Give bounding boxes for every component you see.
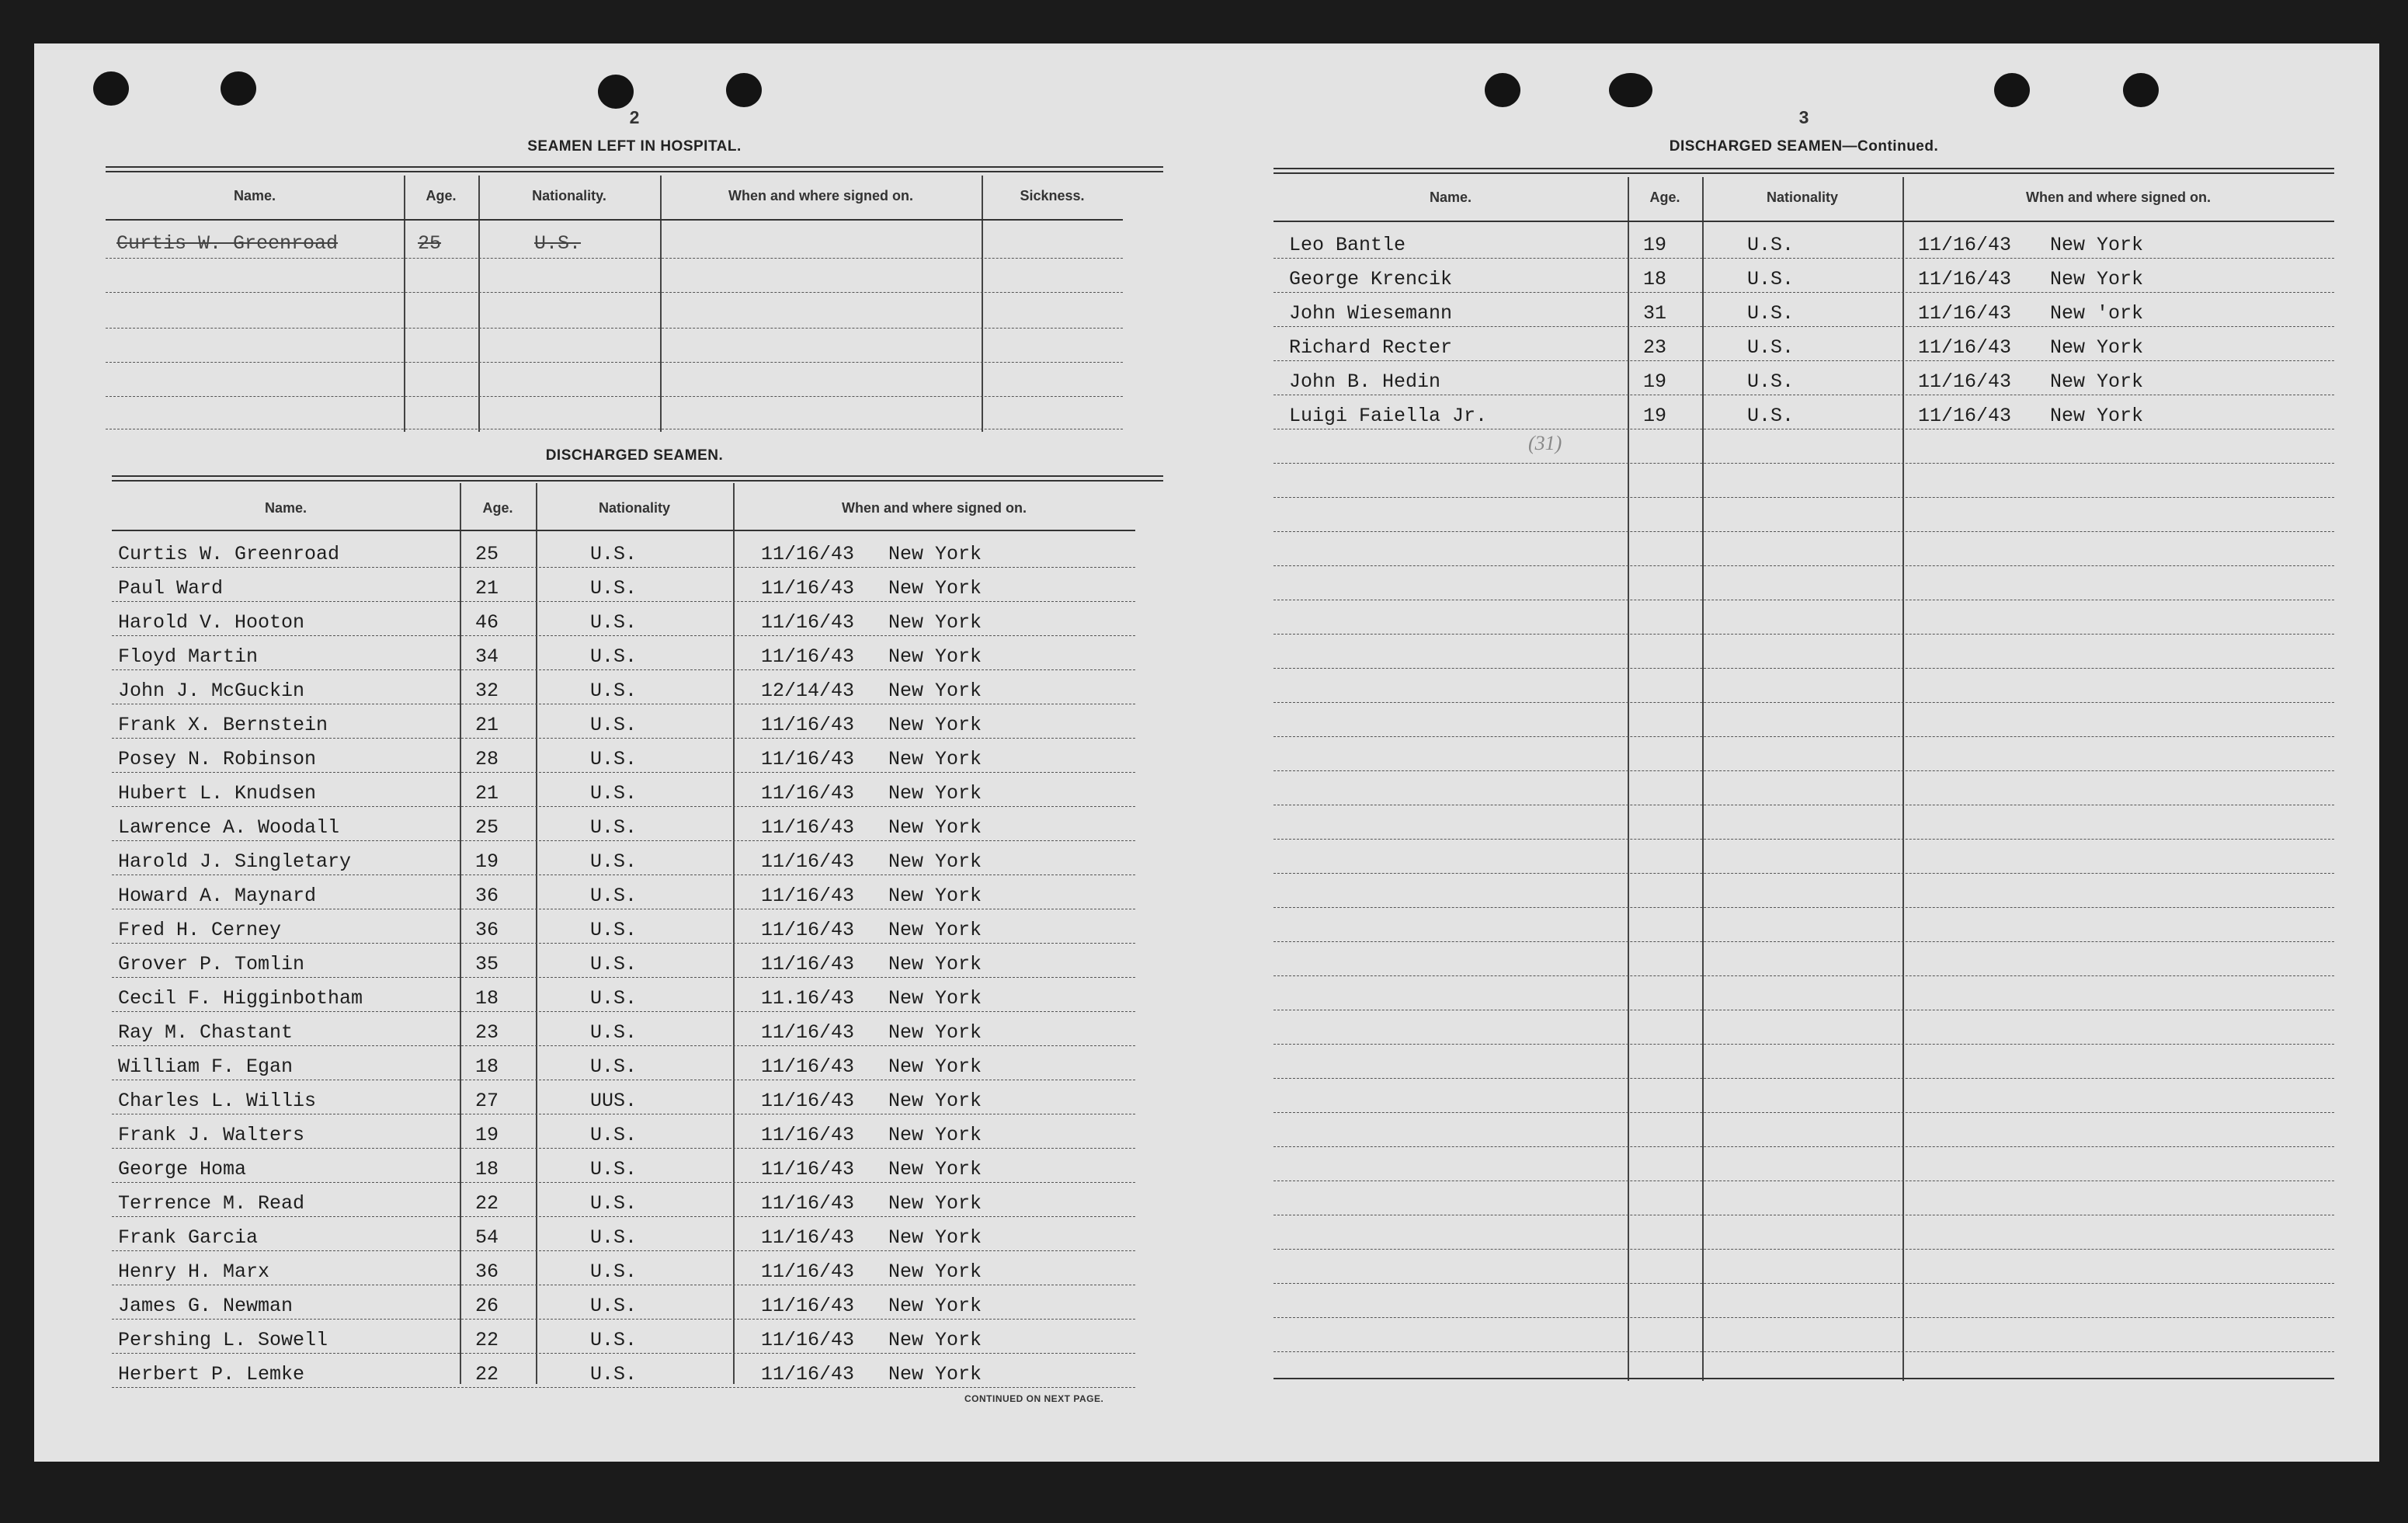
table-row — [112, 738, 1135, 772]
rule — [1273, 168, 2334, 169]
date-cell: 11/16/43 — [761, 748, 855, 770]
place-cell: New York — [2050, 370, 2144, 393]
date-cell: 11/16/43 — [761, 1192, 855, 1215]
date-cell: 11/16/43 — [1918, 302, 2012, 325]
age-cell: 25 — [475, 816, 499, 839]
name-cell: George Homa — [118, 1158, 247, 1180]
nationality-cell: U.S. — [590, 1329, 638, 1351]
place-cell: New York — [888, 850, 982, 873]
rule — [112, 480, 1163, 482]
date-cell: 11/16/43 — [761, 1124, 855, 1146]
place-cell: New York — [888, 714, 982, 736]
col-header-nationality: Nationality — [1766, 190, 1838, 205]
discharged-table — [112, 483, 1135, 1384]
age-cell: 27 — [475, 1090, 499, 1112]
date-cell: 11/16/43 — [761, 577, 855, 600]
table-row — [112, 909, 1135, 943]
nationality-cell: U.S. — [1747, 405, 1795, 427]
table-row — [112, 1216, 1135, 1250]
age-cell: 54 — [475, 1226, 499, 1249]
name-cell: Posey N. Robinson — [118, 748, 317, 770]
place-cell: New York — [888, 748, 982, 770]
place-cell: New York — [888, 1090, 982, 1112]
nationality-cell: U.S. — [590, 1226, 638, 1249]
col-header-name: Name. — [264, 500, 308, 516]
nationality-cell: U.S. — [590, 1295, 638, 1317]
nationality-cell: U.S. — [590, 850, 638, 873]
age-cell: 21 — [475, 577, 499, 600]
place-cell: New York — [888, 1192, 982, 1215]
col-header-age: Age. — [1649, 190, 1680, 205]
age-cell: 25 — [418, 232, 442, 255]
age-cell: 34 — [475, 645, 499, 668]
place-cell: New York — [888, 1295, 982, 1317]
place-cell: New York — [888, 1158, 982, 1180]
date-cell: 11/16/43 — [761, 1260, 855, 1283]
date-cell: 11/16/43 — [761, 714, 855, 736]
nationality-cell: U.S. — [590, 1363, 638, 1386]
place-cell: New York — [888, 987, 982, 1010]
place-cell: New York — [888, 919, 982, 941]
nationality-cell: U.S. — [590, 611, 638, 634]
nationality-cell: U.S. — [590, 577, 638, 600]
age-cell: 19 — [475, 1124, 499, 1146]
age-cell: 18 — [475, 1158, 499, 1180]
place-cell: New York — [2050, 405, 2144, 427]
date-cell: 11/16/43 — [761, 919, 855, 941]
table-row — [112, 1148, 1135, 1182]
date-cell: 11/16/43 — [761, 1329, 855, 1351]
name-cell: Floyd Martin — [118, 645, 259, 668]
name-cell: Richard Recter — [1289, 336, 1453, 359]
date-cell: 11/16/43 — [761, 1363, 855, 1386]
name-cell: James G. Newman — [118, 1295, 294, 1317]
table-row — [112, 601, 1135, 635]
nationality-cell: U.S. — [1747, 268, 1795, 290]
col-header-nationality: Nationality — [598, 500, 670, 516]
nationality-cell: U.S. — [590, 543, 638, 565]
age-cell: 26 — [475, 1295, 499, 1317]
age-cell: 46 — [475, 611, 499, 634]
name-cell: John J. McGuckin — [118, 680, 305, 702]
date-cell: 11/16/43 — [761, 611, 855, 634]
nationality-cell: U.S. — [1747, 234, 1795, 256]
place-cell: New York — [2050, 336, 2144, 359]
name-cell: Herbert P. Lemke — [118, 1363, 305, 1386]
name-cell: Frank X. Bernstein — [118, 714, 328, 736]
table-row — [112, 875, 1135, 909]
age-cell: 23 — [1643, 336, 1667, 359]
table-row — [112, 840, 1135, 875]
age-cell: 22 — [475, 1363, 499, 1386]
table-row — [112, 533, 1135, 567]
date-cell: 11/16/43 — [1918, 370, 2012, 393]
nationality-cell: U.S. — [590, 987, 638, 1010]
age-cell: 19 — [1643, 234, 1667, 256]
name-cell: Luigi Faiella Jr. — [1289, 405, 1488, 427]
nationality-cell: U.S. — [534, 232, 582, 255]
date-cell: 11/16/43 — [761, 816, 855, 839]
discharged-continued-title: DISCHARGED SEAMEN—Continued. — [1669, 138, 1939, 155]
age-cell: 19 — [1643, 370, 1667, 393]
nationality-cell: U.S. — [590, 1055, 638, 1078]
age-cell: 32 — [475, 680, 499, 702]
place-cell: New York — [888, 1124, 982, 1146]
place-cell: New York — [888, 680, 982, 702]
col-header-age: Age. — [426, 188, 457, 203]
age-cell: 18 — [475, 987, 499, 1010]
table-row — [1273, 258, 2334, 292]
age-cell: 35 — [475, 953, 499, 975]
age-cell: 21 — [475, 782, 499, 805]
place-cell: New York — [888, 1260, 982, 1283]
nationality-cell: U.S. — [1747, 302, 1795, 325]
name-cell: Grover P. Tomlin — [118, 953, 305, 975]
name-cell: Cecil F. Higginbotham — [118, 987, 363, 1010]
name-cell: Pershing L. Sowell — [118, 1329, 328, 1351]
col-header-name: Name. — [1429, 190, 1472, 205]
nationality-cell: U.S. — [590, 1192, 638, 1215]
age-cell: 36 — [475, 885, 499, 907]
date-cell: 11/16/43 — [761, 1158, 855, 1180]
table-row — [112, 1285, 1135, 1319]
name-cell: William F. Egan — [118, 1055, 294, 1078]
age-cell: 36 — [475, 919, 499, 941]
table-row — [112, 1045, 1135, 1080]
place-cell: New York — [888, 1329, 982, 1351]
age-cell: 25 — [475, 543, 499, 565]
name-cell: Howard A. Maynard — [118, 885, 317, 907]
table-row — [112, 635, 1135, 669]
age-cell: 31 — [1643, 302, 1667, 325]
date-cell: 11/16/43 — [761, 543, 855, 565]
age-cell: 23 — [475, 1021, 499, 1044]
nationality-cell: U.S. — [590, 919, 638, 941]
col-header-signed-on: When and where signed on. — [728, 188, 914, 203]
table-row — [112, 1114, 1135, 1148]
handwritten-annotation: (31) — [1528, 432, 1562, 454]
age-cell: 18 — [1643, 268, 1667, 290]
hospital-section-title: SEAMEN LEFT IN HOSPITAL. — [527, 138, 742, 155]
nationality-cell: U.S. — [590, 645, 638, 668]
date-cell: 11/16/43 — [761, 1226, 855, 1249]
col-header-name: Name. — [233, 188, 276, 203]
age-cell: 19 — [475, 850, 499, 873]
nationality-cell: U.S. — [590, 714, 638, 736]
age-cell: 28 — [475, 748, 499, 770]
table-row — [1273, 360, 2334, 395]
table-row — [112, 1011, 1135, 1045]
name-cell: Curtis W. Greenroad — [118, 543, 340, 565]
place-cell: New York — [888, 543, 982, 565]
place-cell: New York — [888, 816, 982, 839]
nationality-cell: U.S. — [590, 1021, 638, 1044]
table-row — [112, 1319, 1135, 1353]
place-cell: New York — [888, 885, 982, 907]
date-cell: 11/16/43 — [761, 1090, 855, 1112]
place-cell: New York — [888, 1363, 982, 1386]
place-cell: New York — [888, 645, 982, 668]
name-cell: Lawrence A. Woodall — [118, 816, 340, 839]
date-cell: 11/16/43 — [761, 782, 855, 805]
table-row — [112, 1250, 1135, 1285]
date-cell: 11/16/43 — [761, 1021, 855, 1044]
col-header-sickness: Sickness. — [1020, 188, 1085, 203]
age-cell: 18 — [475, 1055, 499, 1078]
discharged-section-title: DISCHARGED SEAMEN. — [545, 447, 724, 464]
place-cell: New York — [888, 1021, 982, 1044]
age-cell: 22 — [475, 1329, 499, 1351]
date-cell: 11/16/43 — [761, 953, 855, 975]
place-cell: New York — [888, 577, 982, 600]
nationality-cell: U.S. — [590, 1260, 638, 1283]
place-cell: New York — [888, 782, 982, 805]
name-cell: John B. Hedin — [1289, 370, 1441, 393]
page-number: 3 — [1798, 107, 1809, 127]
nationality-cell: U.S. — [590, 953, 638, 975]
table-row — [106, 222, 1123, 256]
left-page — [106, 43, 1163, 1462]
date-cell: 11/16/43 — [1918, 336, 2012, 359]
rule — [112, 475, 1163, 477]
page-number: 2 — [629, 107, 640, 127]
name-cell: Curtis W. Greenroad — [116, 232, 339, 255]
col-header-age: Age. — [482, 500, 513, 516]
place-cell: New York — [2050, 268, 2144, 290]
date-cell: 11.16/43 — [761, 987, 855, 1010]
date-cell: 12/14/43 — [761, 680, 855, 702]
table-row — [112, 567, 1135, 601]
name-cell: Harold J. Singletary — [118, 850, 352, 873]
nationality-cell: U.S. — [590, 1158, 638, 1180]
table-row — [1273, 292, 2334, 326]
nationality-cell: UUS. — [590, 1090, 638, 1112]
table-row — [1273, 326, 2334, 360]
name-cell: Paul Ward — [118, 577, 224, 600]
table-row — [112, 943, 1135, 977]
date-cell: 11/16/43 — [761, 645, 855, 668]
age-cell: 36 — [475, 1260, 499, 1283]
discharged-continued-table — [1273, 177, 2334, 1381]
place-cell: New York — [2050, 234, 2144, 256]
date-cell: 11/16/43 — [1918, 234, 2012, 256]
date-cell: 11/16/43 — [1918, 405, 2012, 427]
date-cell: 11/16/43 — [761, 885, 855, 907]
table-row — [112, 669, 1135, 704]
name-cell: Leo Bantle — [1289, 234, 1406, 256]
table-row — [112, 1353, 1135, 1387]
name-cell: Fred H. Cerney — [118, 919, 282, 941]
name-cell: Terrence M. Read — [118, 1192, 305, 1215]
age-cell: 21 — [475, 714, 499, 736]
nationality-cell: U.S. — [590, 885, 638, 907]
nationality-cell: U.S. — [1747, 370, 1795, 393]
name-cell: Frank Garcia — [118, 1226, 259, 1249]
col-header-signed-on: When and where signed on. — [841, 500, 1027, 516]
hospital-table — [106, 176, 1123, 432]
name-cell: George Krencik — [1289, 268, 1453, 290]
nationality-cell: U.S. — [590, 1124, 638, 1146]
date-cell: 11/16/43 — [761, 1055, 855, 1078]
place-cell: New York — [888, 611, 982, 634]
date-cell: 11/16/43 — [1918, 268, 2012, 290]
nationality-cell: U.S. — [1747, 336, 1795, 359]
table-row — [1273, 224, 2334, 258]
table-row — [112, 806, 1135, 840]
rule — [1273, 172, 2334, 174]
nationality-cell: U.S. — [590, 680, 638, 702]
place-cell: New York — [888, 953, 982, 975]
place-cell: New 'ork — [2050, 302, 2144, 325]
table-row — [112, 1080, 1135, 1114]
nationality-cell: U.S. — [590, 816, 638, 839]
rule — [106, 166, 1163, 168]
right-page — [1273, 43, 2334, 1462]
col-header-nationality: Nationality. — [532, 188, 606, 203]
rule — [106, 171, 1163, 172]
name-cell: Hubert L. Knudsen — [118, 782, 317, 805]
name-cell: Frank J. Walters — [118, 1124, 305, 1146]
name-cell: Henry H. Marx — [118, 1260, 270, 1283]
name-cell: John Wiesemann — [1289, 302, 1453, 325]
name-cell: Ray M. Chastant — [118, 1021, 294, 1044]
table-row — [112, 977, 1135, 1011]
table-row — [1273, 395, 2334, 429]
nationality-cell: U.S. — [590, 782, 638, 805]
nationality-cell: U.S. — [590, 748, 638, 770]
document-sheet — [34, 43, 2379, 1462]
table-row — [112, 704, 1135, 738]
date-cell: 11/16/43 — [761, 850, 855, 873]
table-row — [112, 772, 1135, 806]
age-cell: 19 — [1643, 405, 1667, 427]
continued-note: CONTINUED ON NEXT PAGE. — [964, 1393, 1104, 1404]
place-cell: New York — [888, 1055, 982, 1078]
table-row — [112, 1182, 1135, 1216]
date-cell: 11/16/43 — [761, 1295, 855, 1317]
age-cell: 22 — [475, 1192, 499, 1215]
col-header-signed-on: When and where signed on. — [2025, 190, 2212, 205]
place-cell: New York — [888, 1226, 982, 1249]
name-cell: Harold V. Hooton — [118, 611, 305, 634]
name-cell: Charles L. Willis — [118, 1090, 317, 1112]
